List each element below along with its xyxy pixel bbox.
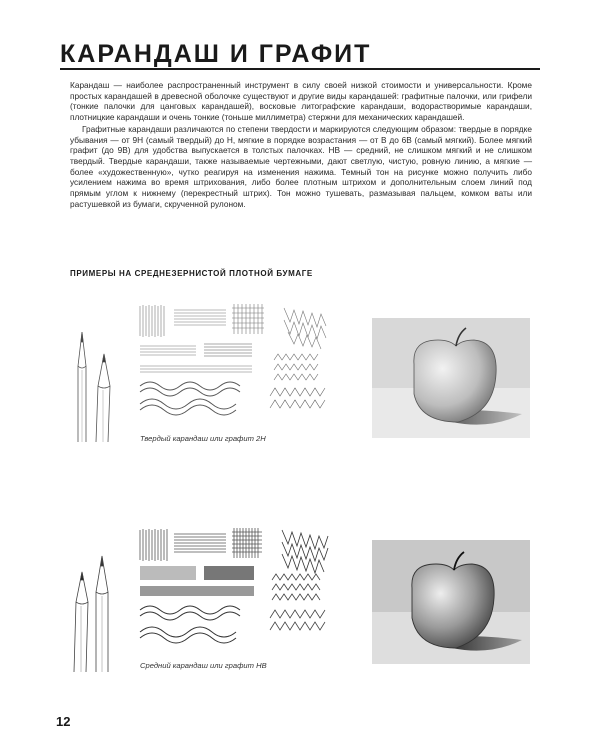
paragraph-hardness: Графитные карандаши различаются по степени твердости и маркируются следующим образом: твердые в порядке убывания — от 9H (самый твердый) до H, мягкие в порядке возрастания — от B до 6B (самый мягкий). Более мягкий графит (до 9B) для удобства выпускается в толстых палочках. HB — средний, не слишком мягкий и не слишком твердый. Твердые карандаши, также называемые чертежными, дают светлую, чистую, ровную линию, а мягкие — более «художественную», чутко реагируя на изменения нажима. Темный тон на рисунке можно получить либо усилением нажима во время штрихования, либо более плотным штрихом и дополнительным слоем линий под прямым углом к нижнему (перекрестный штрих). Тон можно тушевать, размазывая пальцем, комком ваты или растушевкой из бумаги, скрученной рулоном. bbox=[70, 123, 532, 209]
pencils-2h-icon bbox=[64, 322, 124, 446]
swatch-waves bbox=[140, 382, 240, 415]
page-title: КАРАНДАШ И ГРАФИТ bbox=[60, 40, 372, 68]
swatch-crosshatch bbox=[232, 304, 264, 334]
body-text bbox=[70, 80, 532, 209]
paragraph-intro: Карандаш — наиболее распространенный инструмент в силу своей низкой стоимости и универсальности. Кроме простых карандашей в древесной оболочке существуют и другие виды карандашей: графитные палочки, или грифели (тонкие палочки для цанговых карандашей), восковые литографские карандаши, водорастворимые карандаши, плотницкие карандаши и очень тонкие (тоньше миллиметра) стержни для механических карандашей. bbox=[70, 80, 532, 123]
section-heading: ПРИМЕРЫ НА СРЕДНЕЗЕРНИСТОЙ ПЛОТНОЙ БУМАГЕ bbox=[70, 269, 313, 278]
swatch-rows bbox=[140, 344, 252, 372]
hatching-swatches-hb bbox=[134, 524, 354, 656]
apple-drawing-2h bbox=[372, 318, 530, 438]
swatch-texture bbox=[270, 354, 325, 408]
swatch-scribble-hb bbox=[282, 530, 328, 573]
page-number: 12 bbox=[56, 714, 71, 729]
swatch-rows-hb bbox=[140, 566, 254, 596]
hatching-swatches-2h bbox=[134, 300, 354, 428]
swatch-crosshatch-hb bbox=[232, 528, 262, 558]
swatch-texture-hb bbox=[270, 574, 325, 630]
apple-drawing-hb bbox=[372, 540, 530, 664]
caption-hb: Средний карандаш или графит HB bbox=[140, 661, 267, 670]
swatch-waves-hb bbox=[140, 606, 240, 643]
swatch-vertical bbox=[140, 305, 164, 337]
swatch-horizontal bbox=[174, 310, 226, 325]
pencils-hb-icon bbox=[64, 550, 124, 674]
title-underline bbox=[60, 68, 540, 70]
swatch-scribble bbox=[284, 308, 326, 349]
caption-2h: Твердый карандаш или графит 2H bbox=[140, 434, 266, 443]
swatch-horizontal-hb bbox=[174, 534, 226, 552]
swatch-vertical-hb bbox=[140, 529, 167, 561]
